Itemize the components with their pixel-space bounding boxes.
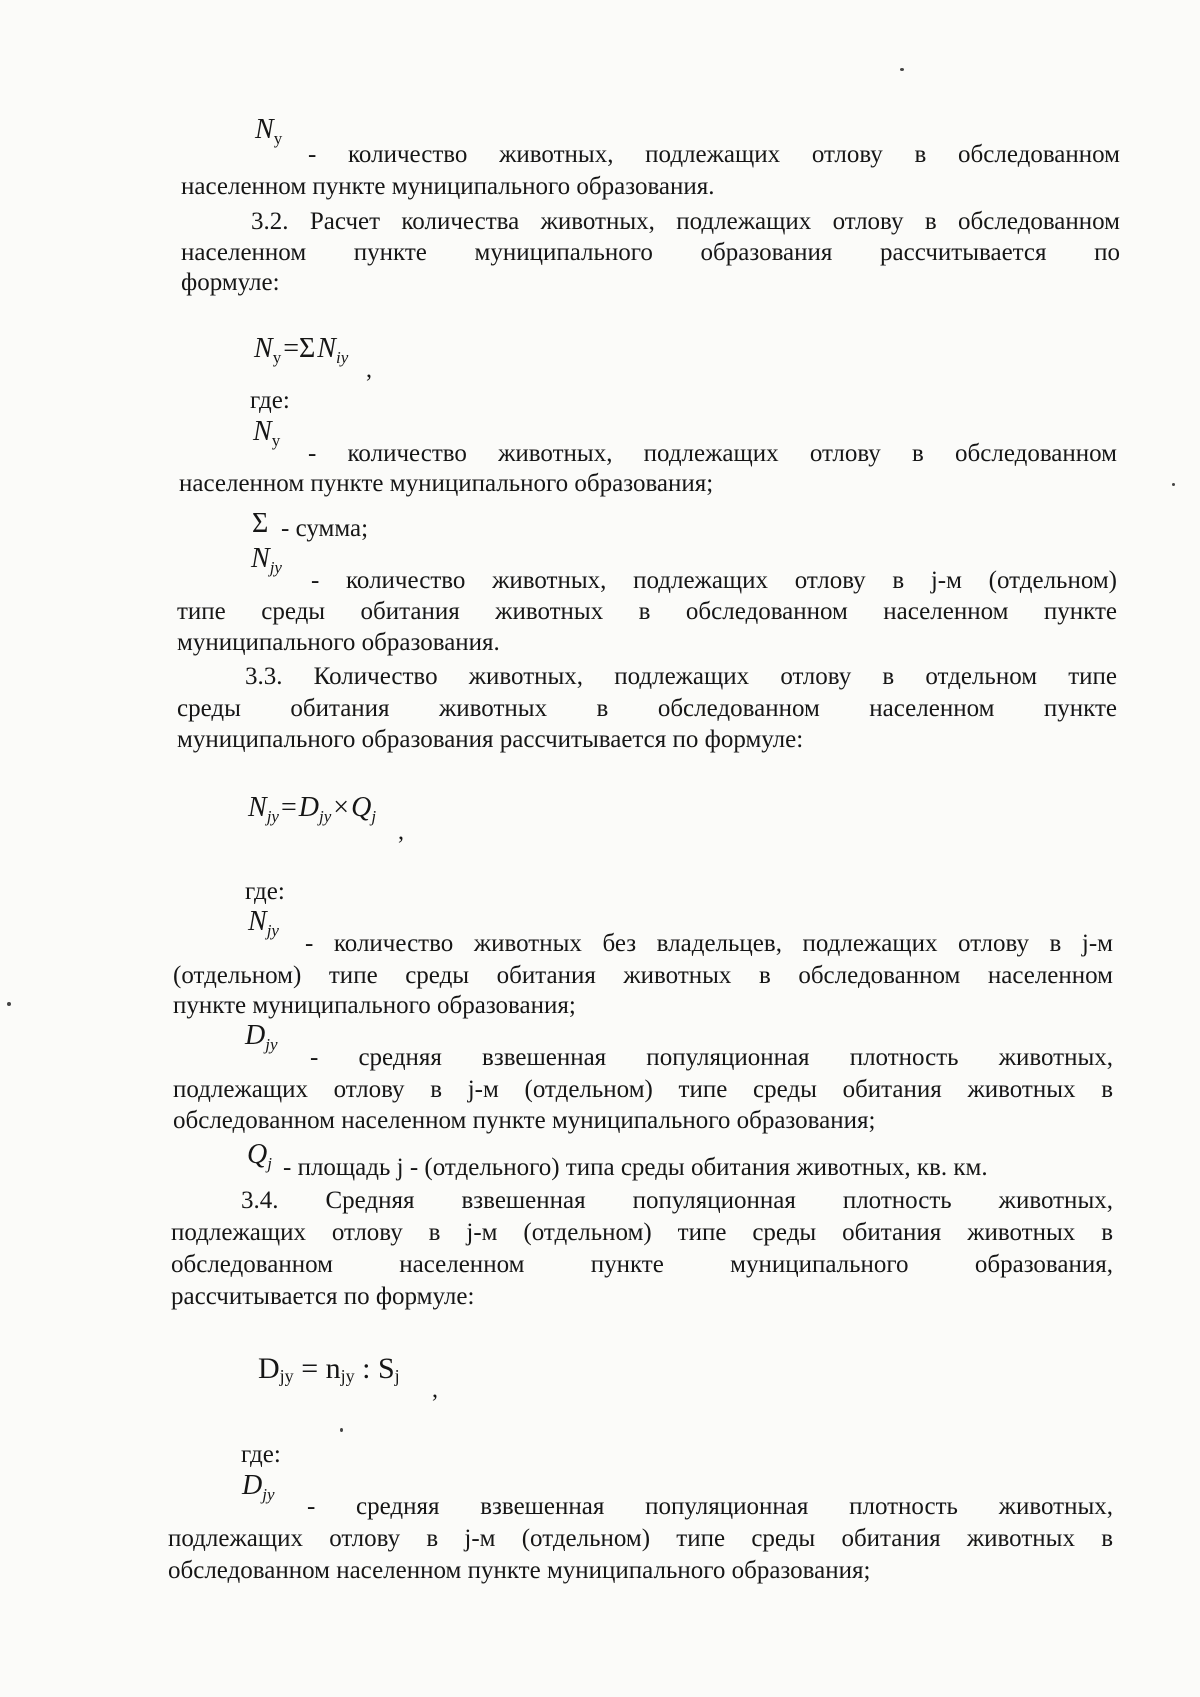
paragraph-3-2-line: 3.2. Расчет количества животных, подлежащих отлову в обследованном	[251, 208, 1120, 235]
definition-line: (отдельном) типе среды обитания животных в обследованном населенном	[173, 962, 1113, 989]
definition-line: - средняя взвешенная популяционная плотность животных,	[307, 1493, 1113, 1520]
where-label: где:	[241, 1441, 281, 1468]
symbol-n-jy: $N_{jy}$	[248, 906, 279, 940]
definition-line: населенном пункте муниципального образования.	[181, 173, 715, 200]
symbol-q-j: $Q_j$	[247, 1139, 272, 1173]
definition-line: - количество животных, подлежащих отлову в j-м (отдельном)	[311, 567, 1117, 594]
formula-djy: $D_{jy} = n_{jy}$ : $S_j$	[258, 1352, 400, 1386]
definition-line: подлежащих отлову в j-м (отдельном) типе среды обитания животных в	[173, 1076, 1113, 1103]
formula-njy: $N_{jy}=D_{jy}\times Q_j$	[248, 792, 377, 826]
paragraph-3-2-line: формуле:	[181, 269, 280, 296]
scan-speck	[900, 68, 904, 71]
definition-line: муниципального образования.	[177, 629, 500, 656]
paragraph-3-4-line: рассчитывается по формуле:	[171, 1283, 475, 1310]
paragraph-3-3-line: среды обитания животных в обследованном населенном пункте	[177, 695, 1117, 722]
symbol-sigma: Σ	[252, 508, 269, 539]
definition-line: пункте муниципального образования;	[173, 992, 576, 1019]
definition-line: - площадь j - (отдельного) типа среды обитания животных, кв. км.	[283, 1154, 988, 1181]
definition-line: - сумма;	[281, 515, 369, 542]
symbol-d-jy: $D_{jy}$	[245, 1020, 278, 1054]
definition-line: подлежащих отлову в j-м (отдельном) типе среды обитания животных в	[168, 1525, 1113, 1552]
paragraph-3-2-line: населенном пункте муниципального образования рассчитывается по	[181, 239, 1120, 266]
symbol-n-y: $N_у$	[253, 416, 281, 450]
scan-speck	[340, 1428, 343, 1432]
definition-line: обследованном населенном пункте муниципального образования;	[168, 1557, 871, 1584]
paragraph-3-3-line: муниципального образования рассчитывается по формуле:	[177, 726, 804, 753]
symbol-n-jy: $N_{jy}$	[251, 543, 282, 577]
symbol-d-jy: $D_{jy}$	[242, 1470, 275, 1504]
formula-comma: ,	[366, 357, 372, 383]
paragraph-3-3-line: 3.3. Количество животных, подлежащих отлову в отдельном типе	[245, 663, 1117, 690]
formula-comma: ,	[432, 1377, 438, 1403]
definition-line: - количество животных, подлежащих отлову в обследованном	[308, 141, 1120, 168]
scan-speck	[7, 1002, 11, 1006]
definition-line: - количество животных, подлежащих отлову в обследованном	[308, 440, 1117, 467]
definition-line: типе среды обитания животных в обследованном населенном пункте	[177, 598, 1117, 625]
formula-ny-sum: $N_у=\Sigma N_{iy}$	[254, 333, 349, 367]
definition-line: - количество животных без владельцев, подлежащих отлову в j-м	[305, 930, 1113, 957]
where-label: где:	[250, 387, 290, 414]
definition-line: населенном пункте муниципального образования;	[179, 470, 714, 497]
scan-speck	[1172, 483, 1175, 486]
definition-line: обследованном населенном пункте муниципального образования;	[173, 1107, 876, 1134]
formula-comma: ,	[398, 819, 404, 845]
paragraph-3-4-line: обследованном населенном пункте муниципального образования,	[171, 1251, 1113, 1278]
paragraph-3-4-line: подлежащих отлову в j-м (отдельном) типе среды обитания животных в	[171, 1219, 1113, 1246]
symbol-n-y: $N_у$	[255, 114, 283, 148]
paragraph-3-4-line: 3.4. Средняя взвешенная популяционная плотность животных,	[241, 1187, 1113, 1214]
where-label: где:	[245, 878, 285, 905]
definition-line: - средняя взвешенная популяционная плотность животных,	[310, 1044, 1113, 1071]
